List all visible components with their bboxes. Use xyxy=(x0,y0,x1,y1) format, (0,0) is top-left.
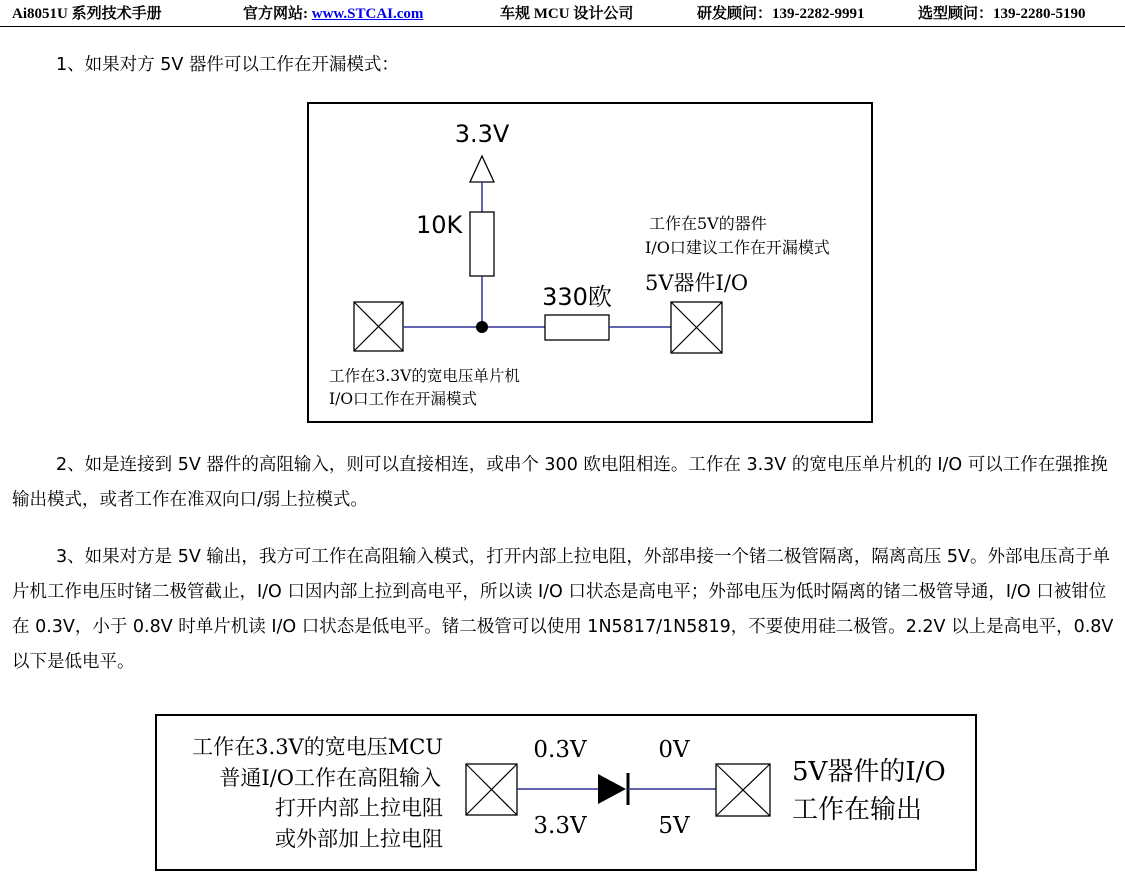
mcu-io-box xyxy=(466,764,517,815)
section-2-body: 2、如是连接到 5V 器件的高阻输入，则可以直接相连，或串个 300 欧电阻相连。工作在 3.3V 的宽电压单片机的 I/O 可以工作在强推挽输出模式，或者工作在准双向口/弱上拉模式。 xyxy=(12,455,1108,510)
section-3-text xyxy=(12,540,1116,680)
site-link[interactable]: www.STCAI.com xyxy=(311,6,424,22)
cathode-low-label: 0V xyxy=(658,737,690,763)
mcu-line3: 打开内部上拉电阻 xyxy=(275,796,443,820)
site-label: 官方网站: xyxy=(243,6,308,22)
diode-icon xyxy=(598,774,626,804)
device-line2: 工作在输出 xyxy=(792,795,923,825)
device-line1: 5V器件的I/O xyxy=(792,757,946,787)
pullup-resistor xyxy=(470,212,494,276)
section-3-body: 3、如果对方是 5V 输出，我方可工作在高阻输入模式，打开内部上拉电阻，外部串接一个锗二极管隔离，隔离高压 5V。外部电压高于单片机工作电压时锗二极管截止，I/O 口因内部上拉到高电平，所以读 I/O 口状态是高电平；外部电压为低时隔离的锗二极管导通，I/O 口被钳位在 0.3V，小于 0.8V 时单片机读 I/O 口状态是低电平。锗二极管可以使用 1N5817/1N5819，不要使用硅二极管。2.2V 以上是高电平，0.8V 以下是低电平。 xyxy=(12,547,1114,672)
right-io-box xyxy=(671,302,722,353)
left-note-line1: 工作在3.3V的宽电压单片机 xyxy=(329,367,520,385)
mcu-line4: 或外部加上拉电阻 xyxy=(275,827,443,851)
section-1-text: 1、如果对方 5V 器件可以工作在开漏模式： xyxy=(56,55,399,75)
mcu-line1: 工作在3.3V的宽电压MCU xyxy=(192,735,443,759)
vcc-arrow-icon xyxy=(470,156,494,182)
figure-1-frame xyxy=(308,103,872,422)
junction-dot xyxy=(476,321,488,333)
vcc-label: 3.3V xyxy=(454,120,510,148)
series-resistor xyxy=(545,315,609,340)
section-2-text xyxy=(12,448,1116,518)
anode-high-label: 3.3V xyxy=(533,813,587,839)
right-io-label: 5V器件I/O xyxy=(645,271,749,295)
series-label: 330欧 xyxy=(542,283,612,311)
company-slogan: 车规 MCU 设计公司 xyxy=(500,6,634,22)
official-site xyxy=(243,2,423,23)
right-note-line1: 工作在5V的器件 xyxy=(649,214,767,233)
page-header xyxy=(0,0,1125,27)
right-note-line2: I/O口建议工作在开漏模式 xyxy=(645,238,830,257)
mcu-line2: 普通I/O工作在高阻输入 xyxy=(219,766,441,790)
figure-2-frame xyxy=(156,715,976,870)
left-io-box xyxy=(354,302,403,351)
cathode-high-label: 5V xyxy=(658,813,690,839)
anode-low-label: 0.3V xyxy=(533,737,587,763)
manual-title: Ai8051U 系列技术手册 xyxy=(12,6,162,22)
rd-consultant: 研发顾问：139-2282-9991 xyxy=(697,6,865,22)
pullup-label: 10K xyxy=(416,211,463,239)
selection-consultant: 选型顾问：139-2280-5190 xyxy=(918,6,1086,22)
device-io-box xyxy=(716,764,770,816)
left-note-line2: I/O口工作在开漏模式 xyxy=(329,390,478,408)
